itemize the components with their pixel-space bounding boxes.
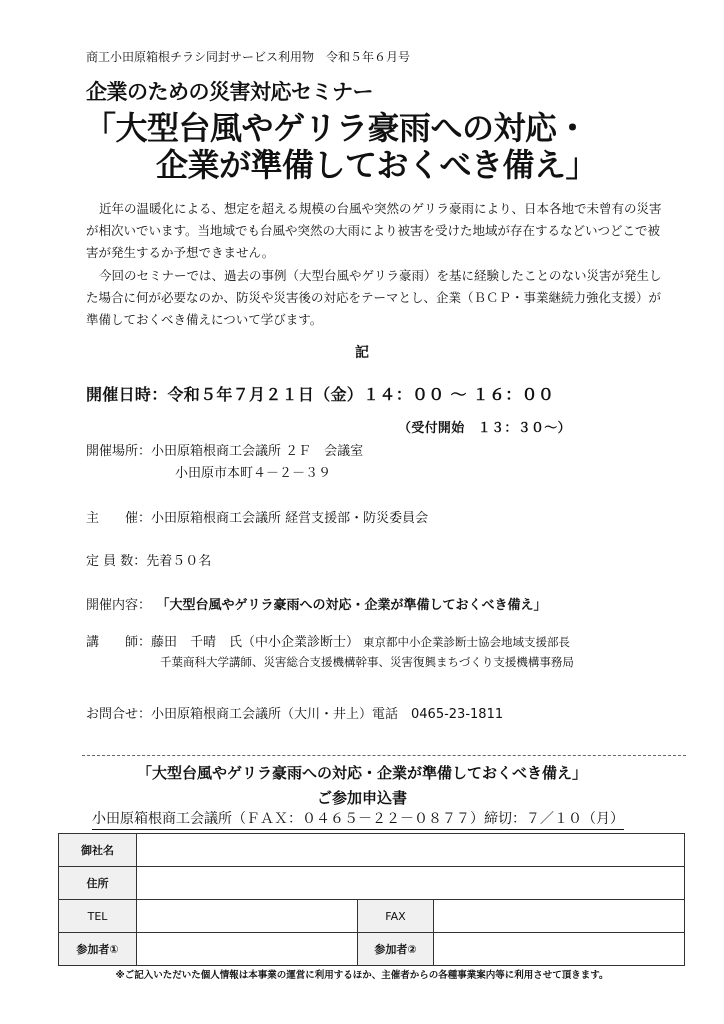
participant2-field[interactable] <box>434 933 685 966</box>
lecturer-title1: 東京都中小企業診断士協会地域支援部長 <box>363 635 571 649</box>
intro-paragraph-2: 今回のセミナーでは、過去の事例（大型台風やゲリラ豪雨）を基に経験したことのない災害が発生した場合に何が必要なのか、防災や災害後の対応をテーマとし、企業（ＢＣＰ・事業継続力強化支援）が準備しておくべき備えについて学びます。 <box>86 268 662 327</box>
capacity-label: 定 員 数： <box>86 554 147 569</box>
organizer-value: 小田原箱根商工会議所 経営支援部・防災委員会 <box>151 511 429 526</box>
lecturer-name: 藤田 千晴 氏（中小企業診断士） <box>151 635 360 650</box>
form-row-participants <box>59 933 685 966</box>
tel-field[interactable] <box>137 900 358 933</box>
lecturer-label: 講 師： <box>86 635 152 650</box>
company-label: 御社名 <box>59 834 137 867</box>
contact-row <box>86 703 503 722</box>
participant2-label: 参加者② <box>358 933 434 966</box>
fax-label: FAX <box>358 900 434 933</box>
content-value: 「大型台風やゲリラ豪雨への対応・企業が準備しておくべき備え」 <box>163 598 547 613</box>
company-field[interactable] <box>137 834 685 867</box>
seminar-title-line2: 企業が準備しておくべき備え」 <box>156 146 598 184</box>
participant1-label: 参加者① <box>59 933 137 966</box>
venue-address: 小田原市本町４－２－３９ <box>175 466 332 481</box>
contact-label: お問合せ： <box>86 707 152 722</box>
form-fax-line: 小田原箱根商工会議所（ＦＡＸ：０４６５－２２－０８７７）締切：７／１０（月） <box>92 808 624 830</box>
content-row <box>86 594 547 613</box>
form-title: 「大型台風やゲリラ豪雨への対応・企業が準備しておくべき備え」 <box>136 764 587 782</box>
content-label: 開催内容： <box>86 598 152 613</box>
form-row-company <box>59 834 685 867</box>
application-form-table <box>58 833 685 966</box>
contact-value: 小田原箱根商工会議所（大川・井上）電話 0465-23-1811 <box>151 707 504 722</box>
event-datetime: 開催日時：令和５年７月２１日（金）１４：００ ～ １６：００ <box>86 385 555 404</box>
capacity-value: 先着５０名 <box>146 554 212 569</box>
lecturer-row <box>86 631 570 650</box>
lecturer-title2: 千葉商科大学講師、災害総合支援機構幹事、災害復興まちづくり支援機構事務局 <box>160 655 574 669</box>
privacy-footnote: ※ご記入いただいた個人情報は本事業の運営に利用するほか、主催者からの各種事業案内等に利用させて頂きます。 <box>115 970 609 981</box>
seminar-subtitle: 企業のための災害対応セミナー <box>86 80 373 104</box>
fax-field[interactable] <box>434 900 685 933</box>
cut-line <box>82 755 686 756</box>
form-subtitle: ご参加申込書 <box>316 789 407 807</box>
venue-row <box>86 440 363 459</box>
capacity-row <box>86 550 211 569</box>
header-note: 商工小田原箱根チラシ同封サービス利用物 令和５年６月号 <box>86 50 411 64</box>
address-label: 住所 <box>59 867 137 900</box>
form-row-tel-fax <box>59 900 685 933</box>
venue-label: 開催場所： <box>86 444 152 459</box>
venue-value: 小田原箱根商工会議所 ２Ｆ 会議室 <box>151 444 364 459</box>
organizer-row <box>86 507 428 526</box>
ki-heading: 記 <box>355 345 369 361</box>
address-field[interactable] <box>137 867 685 900</box>
reception-time: （受付開始 １３：３０～） <box>398 421 571 436</box>
form-row-address <box>59 867 685 900</box>
intro-paragraph-1: 近年の温暖化による、想定を超える規模の台風や突然のゲリラ豪雨により、日本各地で未曾有の災害が相次いでいます。当地域でも台風や突然の大雨により被害を受けた地域が存在するなどいつどこで被害が発生するか予想できません。 <box>86 201 662 260</box>
tel-label: TEL <box>59 900 137 933</box>
seminar-title-line1: 「大型台風やゲリラ豪雨への対応・ <box>84 109 589 147</box>
participant1-field[interactable] <box>137 933 358 966</box>
organizer-label: 主 催： <box>86 511 152 526</box>
